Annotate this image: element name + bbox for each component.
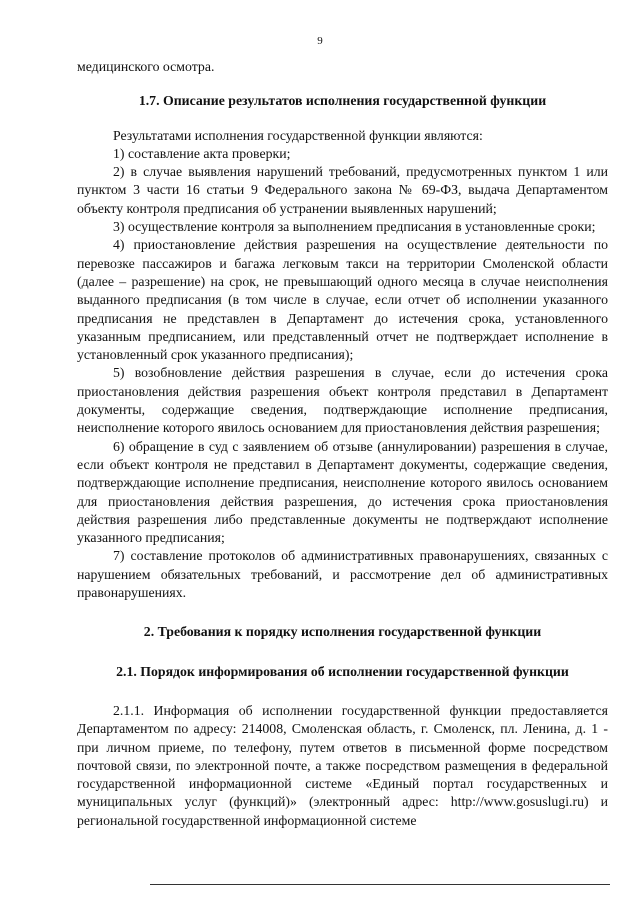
result-item-1: 1) составление акта проверки;	[113, 145, 291, 161]
result-item-5: 5) возобновление действия разрешения в случае, если до истечения срока приостановления действия разрешения объект контроля представил в Департамент документы, содержащие сведения, подтверждающие исполнение предписания, неисполнение которого явилось основанием для приостановления действия разрешения;	[77, 365, 608, 436]
result-item-6: 6) обращение в суд с заявлением об отзыве (аннулировании) разрешения в случае, если объект контроля не представил в Департамент документы, содержащие сведения, подтверждающие исполнение предписания, неисполнение которого явилось основанием для приостановления действия разрешения, до истечения срока приостановления действия разрешения либо представленные документы не подтверждают исполнение указанного предписания;	[77, 438, 608, 546]
section-2-1-heading: 2.1. Порядок информирования об исполнении государственной функции	[116, 663, 569, 679]
section-1-7-intro: Результатами исполнения государственной функции являются:	[113, 127, 483, 143]
section-1-7-heading: 1.7. Описание результатов исполнения государственной функции	[138, 93, 547, 109]
result-item-4: 4) приостановление действия разрешения на осуществление деятельности по перевозке пассажиров и багажа легковым такси на территории Смоленской области (далее – разрешение) на срок, не превышающий одного месяца в случае неисполнения выданного предписания (в том числе в случае, если отчет об исполнении указанного предписания не представлен в Департамент до истечения срока, установленного указанным предписанием, или представленный отчет не подтверждает исполнение в установленный срок указанного предписания);	[77, 237, 608, 363]
section-2-heading: 2. Требования к порядку исполнения государственной функции	[143, 624, 542, 640]
page-number: 9	[317, 35, 323, 47]
section-2-1-1-paragraph: 2.1.1. Информация об исполнении государственной функции предоставляется Департаментом по адресу: 214008, Смоленская область, г. Смоленск, пл. Ленина, д. 1 - при личном приеме, по телефону, путем ответов в письменной форме посредством почтовой связи, по электронной почте, а также посредством размещения в федеральной государственной информационной системе «Единый портал государственных и муниципальных услуг (функций)» (электронный адрес: http://www.gosuslugi.ru) и региональной государственной информационной системе	[77, 702, 608, 828]
result-item-2: 2) в случае выявления нарушений требований, предусмотренных пунктом 1 или пунктом 3 части 16 статьи 9 Федерального закона № 69-ФЗ, выдача Департаментом объекту контроля предписания об устранении выявленных нарушений;	[77, 164, 608, 216]
lead-fragment: медицинского осмотра.	[77, 59, 215, 74]
result-item-7: 7) составление протоколов об административных правонарушениях, связанных с нарушением обязательных требований, и рассмотрение дел об административных правонарушениях.	[77, 548, 608, 601]
result-item-3: 3) осуществление контроля за выполнением предписания в установленные сроки;	[113, 219, 596, 235]
footer-divider	[150, 884, 610, 885]
page-content	[77, 58, 608, 830]
